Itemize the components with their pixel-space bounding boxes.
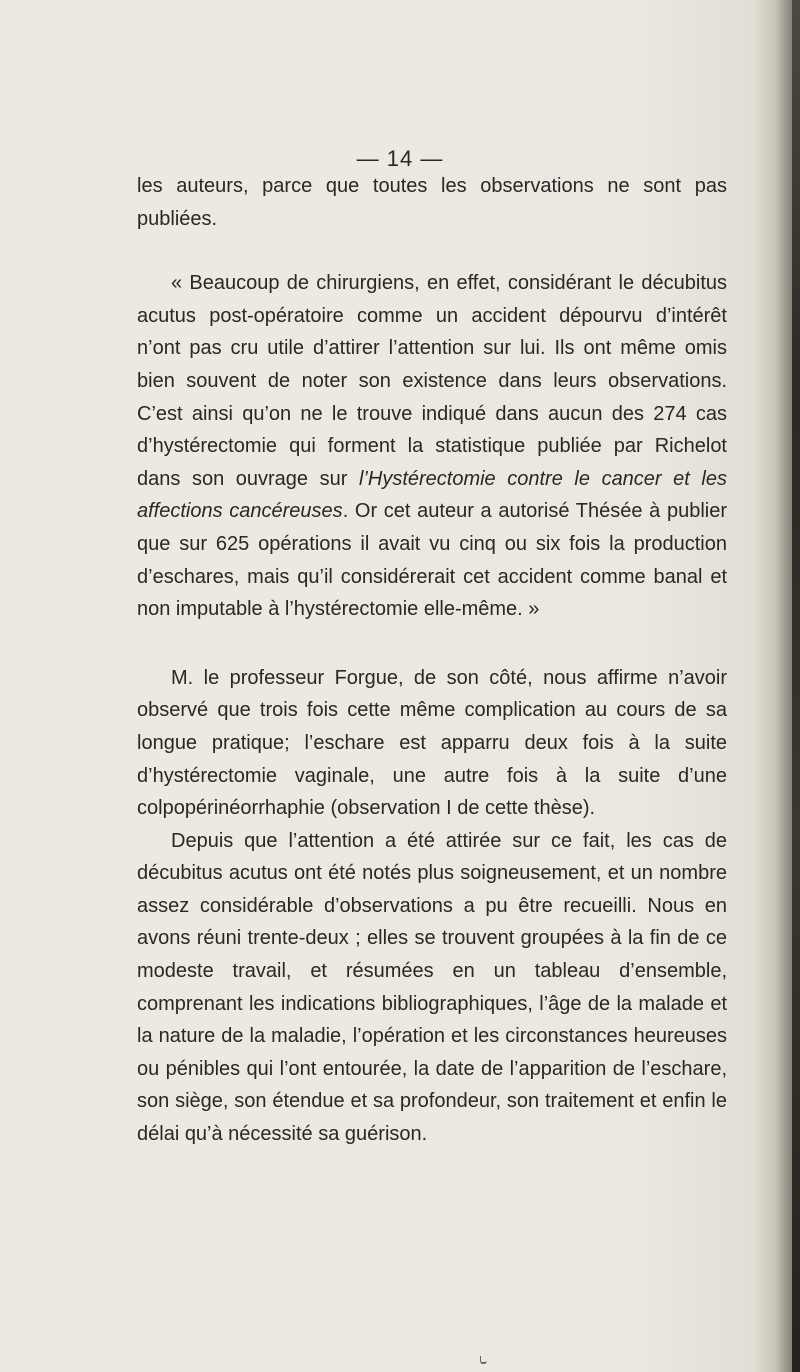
body-text <box>137 170 727 1151</box>
paragraph-2 <box>137 267 727 626</box>
paragraph-3: M. le professeur Forgue, de son côté, nous affirme n’avoir observé que trois fois cette même complication au cours de sa longue pratique; l’eschare est apparru deux fois à la suite d’hystérectomie vaginale, une autre fois à la suite d’une colpopérinéorrhaphie (observation I de cette thèse). <box>137 666 727 820</box>
book-spine-edge <box>792 0 800 1372</box>
paragraph-1: les auteurs, parce que toutes les observations ne sont pas publiées. <box>137 175 727 230</box>
page-number: — 14 — <box>356 146 444 171</box>
paragraph-2-start: « Beaucoup de chirurgiens, en effet, considérant le décubitus acutus post-opératoire comme un accident dépourvu d’intérêt n’ont pas cru utile d’attirer l’attention sur lui. Ils ont même omis bien souvent de noter son existence dans leurs observations. C’est ainsi qu’on ne le trouve indiqué dans aucun des 274 cas d’hystérectomie qui forment la statistique publiée par Richelot dans son ouvrage sur <box>137 272 727 490</box>
paragraph-2-end: . Or cet auteur a autorisé Thésée à publier que sur 625 opérations il avait vu cinq ou six fois la production d’eschares, mais qu’il considérerait cet accident comme banal et non imputable à l’hystérectomie elle-même. » <box>137 500 728 621</box>
paragraph-4: Depuis que l’attention a été attirée sur ce fait, les cas de décubitus acutus ont été notés plus soigneusement, et un nombre assez considérable d’observations a pu être recueilli. Nous en avons réuni trente-deux ; elles se trouvent groupées à la fin de ce modeste travail, et résumées en un tableau d’ensemble, comprenant les indications bibliographiques, l’âge de la malade et la nature de la maladie, l’opération et les circonstances heureuses ou pénibles qui l’ont entourée, la date de l’apparition de l’eschare, son siège, son étendue et sa profondeur, son traitement et enfin le délai qu’à nécessité sa guérison. <box>137 829 727 1146</box>
printer-mark <box>480 1356 487 1364</box>
book-title: l’Hystérectomie contre le cancer et les affections cancéreuses <box>137 467 727 523</box>
